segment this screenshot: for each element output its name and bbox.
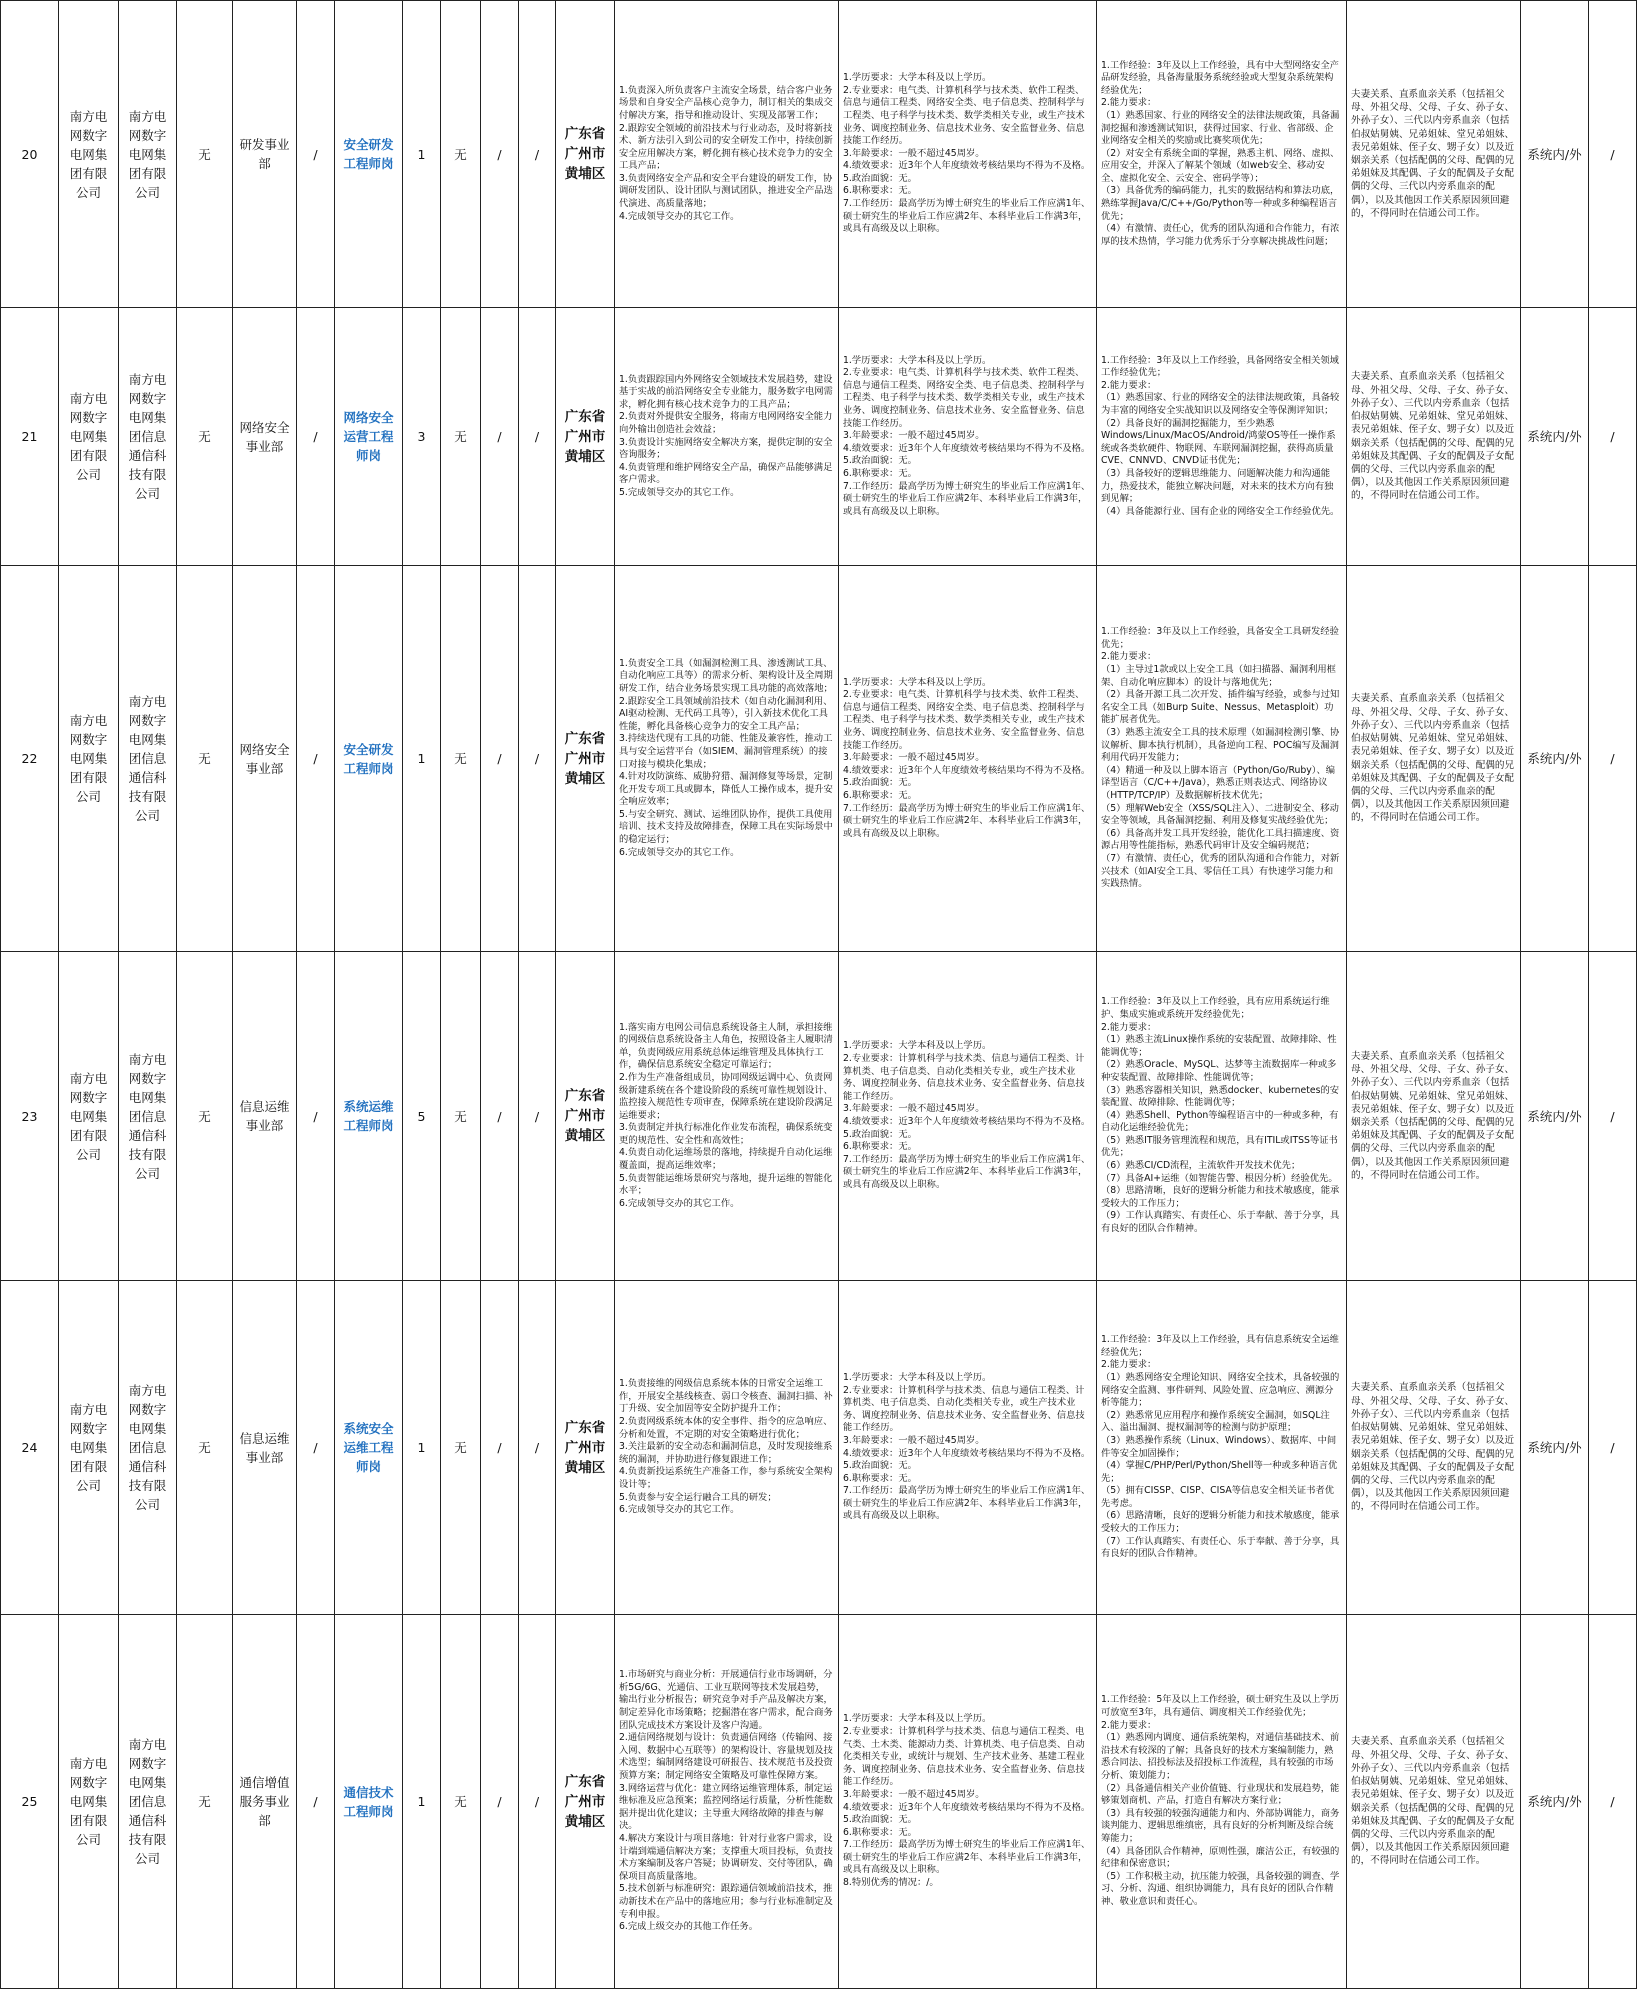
col9-cell: / bbox=[481, 308, 519, 566]
duties-cell: 1.负责跟踪国内外网络安全领域技术发展趋势，建设基于实战的前沿网络安全专业能力，服务数字电网需求，孵化拥有核心技术竞争力的工具产品； 2.负责对外提供安全服务，将南方电网网络安全能力向外输出创造社会效益； 3.负责设计实施网络安全解决方案，提供定制的安全咨询服务； 4.负责管理和维护网络安全产品，确保产品能够满足客户需求。 5.完成领导交办的其它工作。 bbox=[615, 308, 839, 566]
duties-cell: 1.负责深入所负责客户主流安全场景，结合客户业务场景和自身安全产品核心竞争力，制订相关的集成交付解决方案，指导和推动设计、实现及部署工作； 2.跟踪安全领域的前沿技术与行业动态，及时将新技术、新方法引入到公司的安全研发工作中，持续创新安全应用解决方案，孵化拥有核心技术竞争力的安全工具产品； 3.负责网络安全产品和安全平台建设的研发工作，协调研发团队、设计团队与测试团队，推进安全产品迭代演进、高质量落地； 4.完成领导交办的其它工作。 bbox=[615, 1, 839, 308]
location-cell: 广东省广州市黄埔区 bbox=[556, 1, 615, 308]
other-requirements-cell: 1.工作经验：3年及以上工作经验，具有中大型网络安全产品研发经验，具备海量服务系统经验或大型复杂系统架构经验优先； 2.能力要求： （1）熟悉国家、行业的网络安全的法律法规政策，具备漏洞挖掘和渗透测试知识，获得过国家、行业、省部级、企业网络安全相关的奖励或比赛奖项优先； （2）对安全有系统全面的掌握，熟悉主机、网络、虚拟、应用安全，并深入了解某个领域（如web安全、移动安全、虚拟化安全、云安全、密码学等）； （3）具备优秀的编码能力，扎实的数据结构和算法功底，熟练掌握Java/C/C++/Go/Python等一种或多种编程语言优先； （4）有激情、责任心，优秀的团队沟通和合作能力，有浓厚的技术热情，学习能力优秀乐于分享解决挑战性问题； bbox=[1097, 1, 1347, 308]
seq-cell: 23 bbox=[1, 952, 59, 1281]
table-row bbox=[1, 1615, 1637, 1989]
basic-requirements-cell: 1.学历要求：大学本科及以上学历。 2.专业要求：电气类、计算机科学与技术类、软件工程类、信息与通信工程类、网络安全类、电子信息类、控制科学与工程类、电子科学与技术类、数学类相关专业，或生产技术业务、调度控制业务、信息技术业务、安全监督业务、信息技能工作经历。 3.年龄要求：一般不超过45周岁。 4.绩效要求：近3年个人年度绩效考核结果均不得为不及格。 5.政治面貌：无。 6.职称要求：无。 7.工作经历：最高学历为博士研究生的毕业后工作应满1年、硕士研究生的毕业后工作应满2年、本科毕业后工作满3年，或具有高级及以上职称。 bbox=[839, 308, 1097, 566]
subsidiary-cell: 南方电网数字电网集团信息通信科技有限公司 bbox=[119, 952, 177, 1281]
company-cell: 南方电网数字电网集团有限公司 bbox=[59, 566, 119, 952]
department-cell: 信息运维事业部 bbox=[233, 952, 297, 1281]
col5-cell: / bbox=[297, 1615, 335, 1989]
col10-cell: / bbox=[519, 1, 556, 308]
position-cell: 通信技术工程师岗 bbox=[335, 1615, 403, 1989]
department-cell: 通信增值服务事业部 bbox=[233, 1615, 297, 1989]
other-requirements-cell: 1.工作经验：3年及以上工作经验，具有应用系统运行维护、集成实施或系统开发经验优先； 2.能力要求： （1）熟悉主流Linux操作系统的安装配置、故障排除、性能调优等； （2）熟悉Oracle、MySQL、达梦等主流数据库一种或多种安装配置、故障排除、性能调优等； （3）熟悉容器相关知识，熟悉docker、kubernetes的安装配置、故障排除、性能调优等； （4）熟悉Shell、Python等编程语言中的一种或多种，有自动化运维经验优先； （5）熟悉IT服务管理流程和规范，具有ITIL或ITSS等证书优先； （6）熟悉CI/CD流程，主流软件开发技术优先； （7）具备AI+运维（如智能告警、根因分析）经验优先。 （8）思路清晰，良好的逻辑分析能力和技术敏感度，能承受较大的工作压力； （9）工作认真踏实、有责任心、乐于奉献、善于分享，具有良好的团队合作精神。 bbox=[1097, 952, 1347, 1281]
other-requirements-cell: 1.工作经验：5年及以上工作经验，硕士研究生及以上学历可放宽至3年，具有通信、调度相关工作经验优先； 2.能力要求： （1）熟悉网内调度、通信系统架构，对通信基础技术、前沿技术有较深的了解；具备良好的技术方案编制能力，熟悉合同法、招投标法及招投标工作流程，具有较强的市场分析、策划能力； （2）具备通信相关产业价值链、行业现状和发展趋势，能够策划商机、产品，打造自有解决方案行业； （3）具有较强的较强沟通能力和内、外部协调能力，商务谈判能力、逻辑思维缜密，具有良好的分析判断及综合统筹能力； （4）具备团队合作精神，原则性强，廉洁公正，有较强的纪律和保密意识； （5）工作积极主动，抗压能力较强，具备较强的调查、学习、分析、沟通、组织协调能力，具有良好的团队合作精神、敬业意识和责任心。 bbox=[1097, 1615, 1347, 1989]
subsidiary-cell: 南方电网数字电网集团有限公司 bbox=[119, 1, 177, 308]
col10-cell: / bbox=[519, 1615, 556, 1989]
relatives-avoidance-cell: 夫妻关系、直系血亲关系（包括祖父母、外祖父母、父母、子女、孙子女、外孙子女）、三代以内旁系血亲（包括伯叔姑舅姨、兄弟姐妹、堂兄弟姐妹、表兄弟姐妹、侄子女、甥子女）以及近姻亲关系（包括配偶的父母、配偶的兄弟姐妹及其配偶、子女的配偶及子女配偶的父母、三代以内旁系血亲的配偶），以及其他因工作关系原因须回避的，不得同时在信通公司工作。 bbox=[1347, 952, 1521, 1281]
other-requirements-cell: 1.工作经验：3年及以上工作经验，具有信息系统安全运维经验优先； 2.能力要求： （1）熟悉网络安全理论知识、网络安全技术，具备较强的网络安全监测、事件研判、风险处置、应急响应、溯源分析等能力； （2）熟悉常见应用程序和操作系统安全漏洞，如SQL注入、溢出漏洞、提权漏洞等的检测与防护原理； （3）熟悉操作系统（Linux、Windows）、数据库、中间件等安全加固操作； （4）掌握C/PHP/Perl/Python/Shell等一种或多种语言优先； （5）拥有CISSP、CISP、CISA等信息安全相关证书者优先考虑。 （6）思路清晰，良好的逻辑分析能力和技术敏感度，能承受较大的工作压力； （7）工作认真踏实、有责任心、乐于奉献、善于分享，具有良好的团队合作精神。 bbox=[1097, 1281, 1347, 1615]
subsidiary-cell: 南方电网数字电网集团信息通信科技有限公司 bbox=[119, 566, 177, 952]
col10-cell: / bbox=[519, 566, 556, 952]
col5-cell: / bbox=[297, 308, 335, 566]
table-row bbox=[1, 952, 1637, 1281]
other-requirements-cell: 1.工作经验：3年及以上工作经验，具备安全工具研发经验优先； 2.能力要求： （1）主导过1款或以上安全工具（如扫描器、漏洞利用框架、自动化响应脚本）的设计与落地优先； （2）具备开源工具二次开发、插件编写经验，或参与过知名安全工具（如Burp Suite、Nessus、Metasploit）功能扩展者优先。 （3）熟悉主流安全工具的技术原理（如漏洞检测引擎、协议解析、脚本执行机制），具备逆向工程、POC编写及漏洞利用代码开发能力； （4）精通一种及以上脚本语言（Python/Go/Ruby）、编译型语言（C/C++/Java），熟悉正则表达式、网络协议（HTTP/TCP/IP）及数据解析技术优先； （5）理解Web安全（XSS/SQL注入）、二进制安全、移动安全等领域，具备漏洞挖掘、利用及修复实战经验优先； （6）具备高并发工具开发经验，能优化工具扫描速度、资源占用等性能指标，熟悉代码审计及安全编码规范； （7）有激情、责任心，优秀的团队沟通和合作能力，对新兴技术（如AI安全工具、零信任工具）有快速学习能力和实践热情。 bbox=[1097, 566, 1347, 952]
department-cell: 信息运维事业部 bbox=[233, 1281, 297, 1615]
department-cell: 研发事业部 bbox=[233, 1, 297, 308]
basic-requirements-cell: 1.学历要求：大学本科及以上学历。 2.专业要求：电气类、计算机科学与技术类、软件工程类、信息与通信工程类、网络安全类、电子信息类、控制科学与工程类、电子科学与技术类、数学类相关专业，或生产技术业务、调度控制业务、信息技术业务、安全监督业务、信息技能工作经历。 3.年龄要求：一般不超过45周岁。 4.绩效要求：近3年个人年度绩效考核结果均不得为不及格。 5.政治面貌：无。 6.职称要求：无。 7.工作经历：最高学历为博士研究生的毕业后工作应满1年、硕士研究生的毕业后工作应满2年、本科毕业后工作满3年，或具有高级及以上职称。 bbox=[839, 566, 1097, 952]
scope-cell: 系统内/外 bbox=[1521, 952, 1589, 1281]
other-requirements-cell: 1.工作经验：3年及以上工作经验，具备网络安全相关领域工作经验优先； 2.能力要求： （1）熟悉国家、行业的网络安全的法律法规政策，具备较为丰富的网络安全实战知识以及网络安全等保测评知识； （2）具备良好的漏洞挖掘能力，至少熟悉Windows/Linux/MacOS/Android/鸿蒙OS等任一操作系统或各类软硬件、物联网、车联网漏洞挖掘，获得高质量CVE、CNNVD、CNVD证书优先； （3）具备较好的逻辑思维能力、问题解决能力和沟通能力，热爱技术，能独立解决问题，对未来的技术方向有独到见解； （4）具备能源行业、国有企业的网络安全工作经验优先。 bbox=[1097, 308, 1347, 566]
col10-cell: / bbox=[519, 1281, 556, 1615]
seq-cell: 22 bbox=[1, 566, 59, 952]
headcount-cell: 1 bbox=[403, 1615, 441, 1989]
duties-cell: 1.落实南方电网公司信息系统设备主人制，承担接维的网级信息系统设备主人角色，按照设备主人履职清单，负责网级应用系统总体运维管理及具体执行工作，确保信息系统安全稳定可靠运行； 2.作为生产准备组成员，协同网级运调中心、负责网级新建系统在各个建设阶段的系统可靠性规划设计、监控接入规范性专项审查，保障系统在建设阶段满足运维要求； 3.负责制定并执行标准化作业发布流程，确保系统变更的规范性、安全性和高效性； 4.负责自动化运维场景的落地，持续提升自动化运维覆盖面，提高运维效率； 5.负责智能运维场景研究与落地，提升运维的智能化水平； 6.完成领导交办的其它工作。 bbox=[615, 952, 839, 1281]
relatives-avoidance-cell: 夫妻关系、直系血亲关系（包括祖父母、外祖父母、父母、子女、孙子女、外孙子女）、三代以内旁系血亲（包括伯叔姑舅姨、兄弟姐妹、堂兄弟姐妹、表兄弟姐妹、侄子女、甥子女）以及近姻亲关系（包括配偶的父母、配偶的兄弟姐妹及其配偶、子女的配偶及子女配偶的父母、三代以内旁系血亲的配偶），以及其他因工作关系原因须回避的，不得同时在信通公司工作。 bbox=[1347, 308, 1521, 566]
col9-cell: / bbox=[481, 1615, 519, 1989]
duties-cell: 1.市场研究与商业分析：开展通信行业市场调研，分析5G/6G、光通信、工业互联网等技术发展趋势，输出行业分析报告；研究竞争对手产品及解决方案，制定差异化市场策略；挖掘潜在客户需求，配合商务团队完成技术方案设计及客户沟通。 2.通信网络规划与设计：负责通信网络（传输网、接入网、数据中心互联等）的架构设计、容量规划及技术选型；编制网络建设可研报告、技术规范书及投资预算方案；制定网络安全策略及可靠性保障方案。 3.网络运营与优化：建立网络运维管理体系，制定运维标准及应急预案；监控网络运行质量，分析性能数据并提出优化建议；主导重大网络故障的排查与解决。 4.解决方案设计与项目落地：针对行业客户需求，设计端到端通信解决方案；支撑重大项目投标，负责技术方案编制及客户答疑；协调研发、交付等团队，确保项目高质量落地。 5.技术创新与标准研究：跟踪通信领域前沿技术，推动新技术在产品中的落地应用；参与行业标准制定及专利申报。 6.完成上级交办的其他工作任务。 bbox=[615, 1615, 839, 1989]
scope-cell: 系统内/外 bbox=[1521, 1281, 1589, 1615]
last-cell: / bbox=[1589, 308, 1637, 566]
location-cell: 广东省广州市黄埔区 bbox=[556, 566, 615, 952]
scope-cell: 系统内/外 bbox=[1521, 1615, 1589, 1989]
company-cell: 南方电网数字电网集团有限公司 bbox=[59, 952, 119, 1281]
table-row bbox=[1, 1, 1637, 308]
last-cell: / bbox=[1589, 1, 1637, 308]
col9-cell: / bbox=[481, 1281, 519, 1615]
subsidiary-cell: 南方电网数字电网集团信息通信科技有限公司 bbox=[119, 1615, 177, 1989]
position-cell: 安全研发工程师岗 bbox=[335, 1, 403, 308]
position-cell: 安全研发工程师岗 bbox=[335, 566, 403, 952]
headcount-cell: 1 bbox=[403, 1, 441, 308]
col3-cell: 无 bbox=[177, 566, 233, 952]
relatives-avoidance-cell: 夫妻关系、直系血亲关系（包括祖父母、外祖父母、父母、子女、孙子女、外孙子女）、三代以内旁系血亲（包括伯叔姑舅姨、兄弟姐妹、堂兄弟姐妹、表兄弟姐妹、侄子女、甥子女）以及近姻亲关系（包括配偶的父母、配偶的兄弟姐妹及其配偶、子女的配偶及子女配偶的父母、三代以内旁系血亲的配偶），以及其他因工作关系原因须回避的，不得同时在信通公司工作。 bbox=[1347, 1, 1521, 308]
seq-cell: 25 bbox=[1, 1615, 59, 1989]
col5-cell: / bbox=[297, 1, 335, 308]
scope-cell: 系统内/外 bbox=[1521, 1, 1589, 308]
basic-requirements-cell: 1.学历要求：大学本科及以上学历。 2.专业要求：电气类、计算机科学与技术类、软件工程类、信息与通信工程类、网络安全类、电子信息类、控制科学与工程类、电子科学与技术类、数学类相关专业，或生产技术业务、调度控制业务、信息技术业务、安全监督业务、信息技能工作经历。 3.年龄要求：一般不超过45周岁。 4.绩效要求：近3年个人年度绩效考核结果均不得为不及格。 5.政治面貌：无。 6.职称要求：无。 7.工作经历：最高学历为博士研究生的毕业后工作应满1年、硕士研究生的毕业后工作应满2年、本科毕业后工作满3年，或具有高级及以上职称。 bbox=[839, 1, 1097, 308]
col5-cell: / bbox=[297, 1281, 335, 1615]
col3-cell: 无 bbox=[177, 308, 233, 566]
location-cell: 广东省广州市黄埔区 bbox=[556, 1281, 615, 1615]
table-row bbox=[1, 1281, 1637, 1615]
col8-cell: 无 bbox=[441, 1615, 481, 1989]
duties-cell: 1.负责安全工具（如漏洞检测工具、渗透测试工具、自动化响应工具等）的需求分析、架构设计及全周期研发工作，结合业务场景实现工具功能的高效落地； 2.跟踪安全工具领域前沿技术（如自动化漏洞利用、AI驱动检测、无代码工具等），引入新技术优化工具性能，孵化具备核心竞争力的安全工具产品； 3.持续迭代现有工具的功能、性能及兼容性，推动工具与安全运营平台（如SIEM、漏洞管理系统）的接口对接与模块化集成； 4.针对攻防演练、威胁狩猎、漏洞修复等场景，定制化开发专项工具或脚本，降低人工操作成本，提升安全响应效率； 5.与安全研究、测试、运维团队协作，提供工具使用培训、技术支持及故障排查，保障工具在实际场景中的稳定运行； 6.完成领导交办的其它工作。 bbox=[615, 566, 839, 952]
basic-requirements-cell: 1.学历要求：大学本科及以上学历。 2.专业要求：计算机科学与技术类、信息与通信工程类、计算机类、电子信息类、自动化类相关专业，或生产技术业务、调度控制业务、信息技术业务、安全监督业务、信息技能工作经历。 3.年龄要求：一般不超过45周岁。 4.绩效要求：近3年个人年度绩效考核结果均不得为不及格。 5.政治面貌：无。 6.职称要求：无。 7.工作经历：最高学历为博士研究生的毕业后工作应满1年、硕士研究生的毕业后工作应满2年、本科毕业后工作满3年，或具有高级及以上职称。 bbox=[839, 952, 1097, 1281]
col8-cell: 无 bbox=[441, 308, 481, 566]
table-row bbox=[1, 308, 1637, 566]
col10-cell: / bbox=[519, 952, 556, 1281]
position-cell: 系统安全运维工程师岗 bbox=[335, 1281, 403, 1615]
location-cell: 广东省广州市黄埔区 bbox=[556, 308, 615, 566]
subsidiary-cell: 南方电网数字电网集团信息通信科技有限公司 bbox=[119, 308, 177, 566]
location-cell: 广东省广州市黄埔区 bbox=[556, 1615, 615, 1989]
col3-cell: 无 bbox=[177, 1615, 233, 1989]
subsidiary-cell: 南方电网数字电网集团信息通信科技有限公司 bbox=[119, 1281, 177, 1615]
headcount-cell: 1 bbox=[403, 566, 441, 952]
duties-cell: 1.负责接维的网级信息系统本体的日常安全运维工作，开展安全基线核查、弱口令核查、漏洞扫描、补丁升级、安全加固等安全防护提升工作； 2.负责网级系统本体的安全事件、指令的应急响应、分析和处置，不定期的对安全策略进行优化； 3.关注最新的安全动态和漏洞信息，及时发现接维系统的漏洞，并协助进行修复跟进工作； 4.负责新投运系统生产准备工作，参与系统安全架构设计等； 5.负责参与安全运行融合工具的研发； 6.完成领导交办的其它工作。 bbox=[615, 1281, 839, 1615]
col9-cell: / bbox=[481, 952, 519, 1281]
seq-cell: 24 bbox=[1, 1281, 59, 1615]
col9-cell: / bbox=[481, 1, 519, 308]
last-cell: / bbox=[1589, 1615, 1637, 1989]
relatives-avoidance-cell: 夫妻关系、直系血亲关系（包括祖父母、外祖父母、父母、子女、孙子女、外孙子女）、三代以内旁系血亲（包括伯叔姑舅姨、兄弟姐妹、堂兄弟姐妹、表兄弟姐妹、侄子女、甥子女）以及近姻亲关系（包括配偶的父母、配偶的兄弟姐妹及其配偶、子女的配偶及子女配偶的父母、三代以内旁系血亲的配偶），以及其他因工作关系原因须回避的，不得同时在信通公司工作。 bbox=[1347, 1615, 1521, 1989]
col8-cell: 无 bbox=[441, 566, 481, 952]
company-cell: 南方电网数字电网集团有限公司 bbox=[59, 1615, 119, 1989]
table-row bbox=[1, 566, 1637, 952]
seq-cell: 20 bbox=[1, 1, 59, 308]
col3-cell: 无 bbox=[177, 952, 233, 1281]
col8-cell: 无 bbox=[441, 1281, 481, 1615]
last-cell: / bbox=[1589, 566, 1637, 952]
position-cell: 系统运维工程师岗 bbox=[335, 952, 403, 1281]
scope-cell: 系统内/外 bbox=[1521, 566, 1589, 952]
col3-cell: 无 bbox=[177, 1, 233, 308]
basic-requirements-cell: 1.学历要求：大学本科及以上学历。 2.专业要求：计算机科学与技术类、信息与通信工程类、计算机类、电子信息类、自动化类相关专业，或生产技术业务、调度控制业务、信息技术业务、安全监督业务、信息技能工作经历。 3.年龄要求：一般不超过45周岁。 4.绩效要求：近3年个人年度绩效考核结果均不得为不及格。 5.政治面貌：无。 6.职称要求：无。 7.工作经历：最高学历为博士研究生的毕业后工作应满1年、硕士研究生的毕业后工作应满2年、本科毕业后工作满3年，或具有高级及以上职称。 bbox=[839, 1281, 1097, 1615]
scope-cell: 系统内/外 bbox=[1521, 308, 1589, 566]
department-cell: 网络安全事业部 bbox=[233, 566, 297, 952]
col8-cell: 无 bbox=[441, 952, 481, 1281]
col8-cell: 无 bbox=[441, 1, 481, 308]
company-cell: 南方电网数字电网集团有限公司 bbox=[59, 308, 119, 566]
col10-cell: / bbox=[519, 308, 556, 566]
last-cell: / bbox=[1589, 952, 1637, 1281]
headcount-cell: 1 bbox=[403, 1281, 441, 1615]
location-cell: 广东省广州市黄埔区 bbox=[556, 952, 615, 1281]
col9-cell: / bbox=[481, 566, 519, 952]
col5-cell: / bbox=[297, 566, 335, 952]
col3-cell: 无 bbox=[177, 1281, 233, 1615]
relatives-avoidance-cell: 夫妻关系、直系血亲关系（包括祖父母、外祖父母、父母、子女、孙子女、外孙子女）、三代以内旁系血亲（包括伯叔姑舅姨、兄弟姐妹、堂兄弟姐妹、表兄弟姐妹、侄子女、甥子女）以及近姻亲关系（包括配偶的父母、配偶的兄弟姐妹及其配偶、子女的配偶及子女配偶的父母、三代以内旁系血亲的配偶），以及其他因工作关系原因须回避的，不得同时在信通公司工作。 bbox=[1347, 566, 1521, 952]
position-cell: 网络安全运营工程师岗 bbox=[335, 308, 403, 566]
department-cell: 网络安全事业部 bbox=[233, 308, 297, 566]
company-cell: 南方电网数字电网集团有限公司 bbox=[59, 1, 119, 308]
company-cell: 南方电网数字电网集团有限公司 bbox=[59, 1281, 119, 1615]
table-body bbox=[1, 1, 1637, 1989]
col5-cell: / bbox=[297, 952, 335, 1281]
last-cell: / bbox=[1589, 1281, 1637, 1615]
seq-cell: 21 bbox=[1, 308, 59, 566]
basic-requirements-cell: 1.学历要求：大学本科及以上学历。 2.专业要求：计算机科学与技术类、信息与通信工程类、电气类、土木类、能源动力类、计算机类、电子信息类、自动化类相关专业，或统计与规划、生产技术业务、基建工程业务、调度控制业务、信息技术业务、安全监督业务、信息技能工作经历。 3.年龄要求：一般不超过45周岁。 4.绩效要求：近3年个人年度绩效考核结果均不得为不及格。 5.政治面貌：无。 6.职称要求：无。 7.工作经历：最高学历为博士研究生的毕业后工作应满1年、硕士研究生的毕业后工作应满2年、本科毕业后工作满3年，或具有高级及以上职称。 8.特别优秀的情况：/。 bbox=[839, 1615, 1097, 1989]
headcount-cell: 5 bbox=[403, 952, 441, 1281]
headcount-cell: 3 bbox=[403, 308, 441, 566]
relatives-avoidance-cell: 夫妻关系、直系血亲关系（包括祖父母、外祖父母、父母、子女、孙子女、外孙子女）、三代以内旁系血亲（包括伯叔姑舅姨、兄弟姐妹、堂兄弟姐妹、表兄弟姐妹、侄子女、甥子女）以及近姻亲关系（包括配偶的父母、配偶的兄弟姐妹及其配偶、子女的配偶及子女配偶的父母、三代以内旁系血亲的配偶），以及其他因工作关系原因须回避的，不得同时在信通公司工作。 bbox=[1347, 1281, 1521, 1615]
